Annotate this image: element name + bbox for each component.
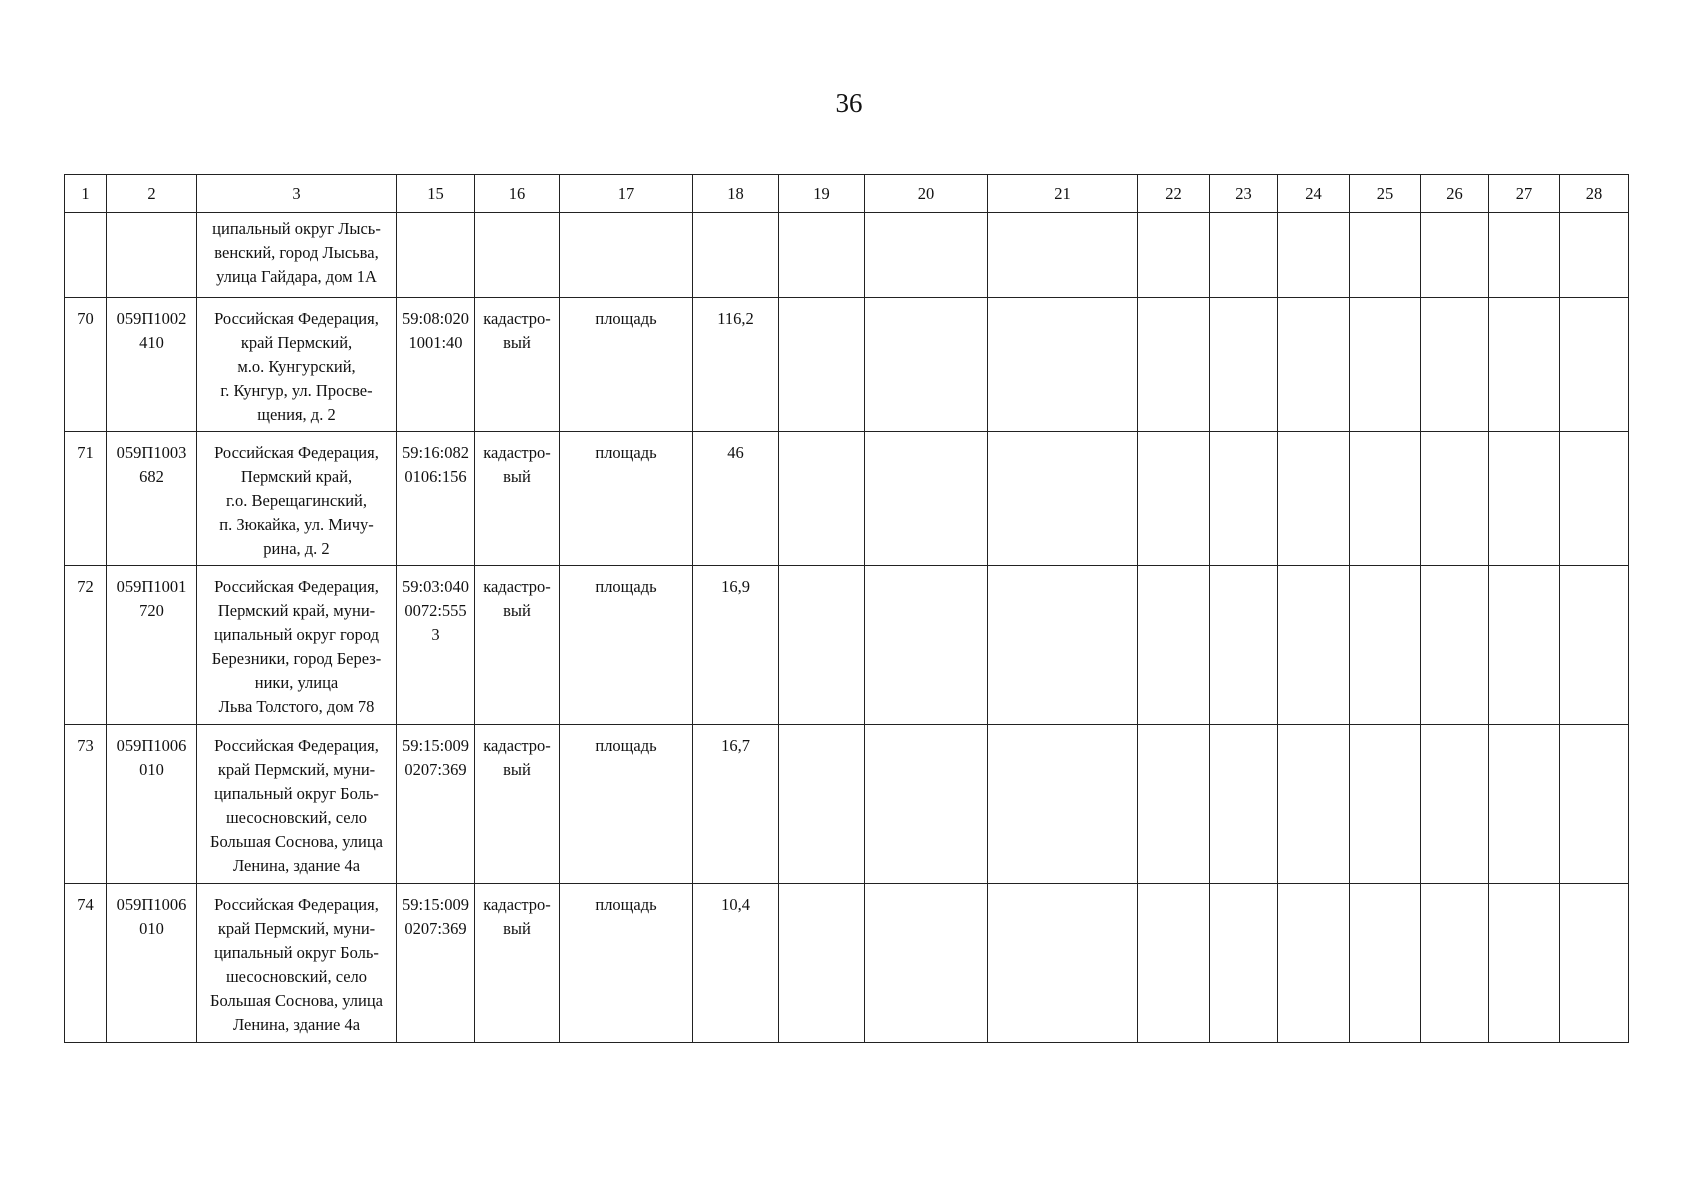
cell-empty	[1489, 725, 1560, 884]
cell-empty	[1421, 432, 1489, 566]
cell-empty	[1560, 725, 1629, 884]
cadastral-line: 1001:40	[408, 333, 463, 352]
column-header: 23	[1210, 175, 1278, 213]
cell-empty	[865, 566, 988, 725]
address-line: Березники, город Берез-	[211, 649, 382, 668]
cell-empty	[1489, 213, 1560, 298]
cell-empty	[779, 213, 865, 298]
cell-empty	[1138, 884, 1210, 1043]
cell-empty	[779, 884, 865, 1043]
cell-empty	[1560, 884, 1629, 1043]
cell-number: 73	[65, 725, 107, 884]
address-line: Российская Федерация,	[214, 895, 379, 914]
address-line: ципальный округ Лысь-	[212, 219, 381, 238]
column-header: 2	[107, 175, 197, 213]
cell-empty	[1210, 884, 1278, 1043]
code-line: 059П1002	[116, 309, 187, 328]
address-line: Льва Толстого, дом 78	[218, 697, 375, 716]
cell-empty	[1489, 432, 1560, 566]
cell-address	[197, 566, 397, 725]
cell-empty	[1421, 566, 1489, 725]
cell-empty	[1138, 213, 1210, 298]
cell-code	[107, 213, 197, 298]
code-line: 010	[139, 760, 164, 779]
column-header: 21	[988, 175, 1138, 213]
cell-code	[107, 432, 197, 566]
cadastral-line: 0207:369	[404, 760, 467, 779]
cell-empty	[1421, 884, 1489, 1043]
cell-empty	[988, 884, 1138, 1043]
cell-cadastral	[397, 432, 475, 566]
type-line: кадастро-	[483, 309, 551, 328]
code-line: 059П1006	[116, 736, 187, 755]
cell-value: 10,4	[693, 884, 779, 1043]
cell-empty	[1421, 725, 1489, 884]
cell-empty	[779, 298, 865, 432]
cell-value: 116,2	[693, 298, 779, 432]
cell-empty	[1210, 213, 1278, 298]
cadastral-line: 0207:369	[404, 919, 467, 938]
column-header: 25	[1350, 175, 1421, 213]
cell-empty	[1138, 566, 1210, 725]
address-line: Российская Федерация,	[214, 443, 379, 462]
cell-empty	[779, 566, 865, 725]
cell-measure: площадь	[560, 884, 693, 1043]
cell-value	[693, 213, 779, 298]
cell-address	[197, 298, 397, 432]
cadastral-line: 0072:555	[404, 601, 467, 620]
cell-empty	[988, 566, 1138, 725]
address-line: Российская Федерация,	[214, 577, 379, 596]
cell-empty	[1278, 725, 1350, 884]
cell-cadastral	[397, 298, 475, 432]
cell-code	[107, 566, 197, 725]
cadastral-line: 59:03:040	[402, 577, 469, 596]
cell-cadastral	[397, 566, 475, 725]
address-line: шесосновский, село	[225, 808, 368, 827]
cell-measure: площадь	[560, 566, 693, 725]
column-header: 24	[1278, 175, 1350, 213]
page-number: 36	[835, 88, 863, 118]
cell-empty	[988, 725, 1138, 884]
cell-empty	[1210, 432, 1278, 566]
cell-empty	[1560, 566, 1629, 725]
address-line: край Пермский,	[240, 333, 353, 352]
cadastral-line: 59:08:020	[402, 309, 469, 328]
continuation-row	[65, 213, 1629, 298]
type-line: кадастро-	[483, 443, 551, 462]
cell-empty	[1210, 725, 1278, 884]
cell-empty	[1560, 298, 1629, 432]
cell-cadastral	[397, 213, 475, 298]
cell-value: 16,9	[693, 566, 779, 725]
cell-empty	[1489, 566, 1560, 725]
cell-empty	[988, 298, 1138, 432]
table-row	[65, 725, 1629, 884]
cell-empty	[1560, 432, 1629, 566]
cell-empty	[988, 213, 1138, 298]
cell-empty	[1350, 566, 1421, 725]
cell-type	[475, 884, 560, 1043]
cell-number	[65, 213, 107, 298]
address-line: шесосновский, село	[225, 967, 368, 986]
cell-number: 74	[65, 884, 107, 1043]
column-header: 16	[475, 175, 560, 213]
cell-empty	[1350, 884, 1421, 1043]
cell-empty	[1278, 566, 1350, 725]
cell-address	[197, 213, 397, 298]
cell-address	[197, 884, 397, 1043]
address-line: п. Зюкайка, ул. Мичу-	[219, 515, 374, 534]
address-line: рина, д. 2	[263, 539, 330, 558]
address-line: Ленина, здание 4а	[232, 856, 361, 875]
code-line: 059П1001	[116, 577, 187, 596]
address-line: ники, улица	[254, 673, 339, 692]
code-line: 010	[139, 919, 164, 938]
address-line: Большая Соснова, улица	[210, 991, 383, 1010]
cell-empty	[865, 725, 988, 884]
cell-empty	[865, 432, 988, 566]
code-line: 682	[139, 467, 164, 486]
cell-empty	[779, 432, 865, 566]
cell-number: 70	[65, 298, 107, 432]
cell-empty	[1210, 298, 1278, 432]
cell-value: 46	[693, 432, 779, 566]
cell-empty	[1350, 298, 1421, 432]
cell-cadastral	[397, 725, 475, 884]
cell-type	[475, 213, 560, 298]
cell-measure: площадь	[560, 298, 693, 432]
column-header: 19	[779, 175, 865, 213]
type-line: кадастро-	[483, 895, 551, 914]
address-line: г. Кунгур, ул. Просве-	[220, 381, 373, 400]
cell-type	[475, 298, 560, 432]
cell-address	[197, 432, 397, 566]
cell-empty	[1421, 298, 1489, 432]
registry-table	[64, 174, 1629, 1043]
cell-empty	[1489, 298, 1560, 432]
cell-measure	[560, 213, 693, 298]
table-row	[65, 884, 1629, 1043]
column-header: 18	[693, 175, 779, 213]
address-line: Российская Федерация,	[214, 736, 379, 755]
address-line: г.о. Верещагинский,	[225, 491, 367, 510]
address-line: Большая Соснова, улица	[210, 832, 383, 851]
address-line: ципальный округ город	[213, 625, 380, 644]
column-number-row	[65, 175, 1629, 213]
cell-empty	[1489, 884, 1560, 1043]
cell-empty	[865, 298, 988, 432]
address-line: край Пермский, муни-	[217, 919, 376, 938]
cell-number: 72	[65, 566, 107, 725]
type-line: вый	[503, 333, 531, 352]
cell-empty	[1210, 566, 1278, 725]
address-line: ципальный округ Боль-	[214, 943, 379, 962]
table-row	[65, 298, 1629, 432]
cell-empty	[865, 213, 988, 298]
column-header: 17	[560, 175, 693, 213]
cell-empty	[1278, 432, 1350, 566]
cadastral-line: 59:15:009	[402, 736, 469, 755]
code-line: 059П1003	[116, 443, 187, 462]
type-line: кадастро-	[483, 577, 551, 596]
cell-empty	[1421, 213, 1489, 298]
address-line: ципальный округ Боль-	[214, 784, 379, 803]
type-line: вый	[503, 467, 531, 486]
cell-empty	[1278, 298, 1350, 432]
column-header: 3	[197, 175, 397, 213]
cell-empty	[1350, 213, 1421, 298]
cell-type	[475, 432, 560, 566]
cell-value: 16,7	[693, 725, 779, 884]
cell-empty	[1138, 725, 1210, 884]
cell-cadastral	[397, 884, 475, 1043]
type-line: вый	[503, 760, 531, 779]
address-line: край Пермский, муни-	[217, 760, 376, 779]
address-line: Пермский край,	[240, 467, 353, 486]
table-row	[65, 566, 1629, 725]
cell-code	[107, 884, 197, 1043]
cell-code	[107, 298, 197, 432]
cell-empty	[1350, 725, 1421, 884]
cell-empty	[865, 884, 988, 1043]
address-line: венский, город Лысьва,	[214, 243, 379, 262]
type-line: кадастро-	[483, 736, 551, 755]
type-line: вый	[503, 919, 531, 938]
cell-empty	[1138, 432, 1210, 566]
column-header: 20	[865, 175, 988, 213]
type-line: вый	[503, 601, 531, 620]
cell-address	[197, 725, 397, 884]
column-header: 22	[1138, 175, 1210, 213]
column-header: 27	[1489, 175, 1560, 213]
cell-empty	[1138, 298, 1210, 432]
cadastral-line: 59:16:082	[402, 443, 469, 462]
cell-empty	[1350, 432, 1421, 566]
cell-number: 71	[65, 432, 107, 566]
cell-empty	[779, 725, 865, 884]
table-row	[65, 432, 1629, 566]
address-line: м.о. Кунгурский,	[237, 357, 356, 376]
cell-empty	[1560, 213, 1629, 298]
cadastral-line: 3	[431, 625, 440, 644]
address-line: Российская Федерация,	[214, 309, 379, 328]
cell-type	[475, 725, 560, 884]
column-header: 15	[397, 175, 475, 213]
address-line: Пермский край, муни-	[217, 601, 376, 620]
cell-measure: площадь	[560, 725, 693, 884]
code-line: 720	[139, 601, 164, 620]
code-line: 410	[139, 333, 164, 352]
cell-empty	[988, 432, 1138, 566]
column-header: 1	[65, 175, 107, 213]
cell-empty	[1278, 213, 1350, 298]
code-line: 059П1006	[116, 895, 187, 914]
cell-type	[475, 566, 560, 725]
column-header: 28	[1560, 175, 1629, 213]
address-line: улица Гайдара, дом 1А	[216, 267, 377, 286]
address-line: щения, д. 2	[257, 405, 336, 424]
cell-empty	[1278, 884, 1350, 1043]
cadastral-line: 59:15:009	[402, 895, 469, 914]
cadastral-line: 0106:156	[404, 467, 467, 486]
cell-measure: площадь	[560, 432, 693, 566]
cell-code	[107, 725, 197, 884]
column-header: 26	[1421, 175, 1489, 213]
address-line: Ленина, здание 4а	[232, 1015, 361, 1034]
